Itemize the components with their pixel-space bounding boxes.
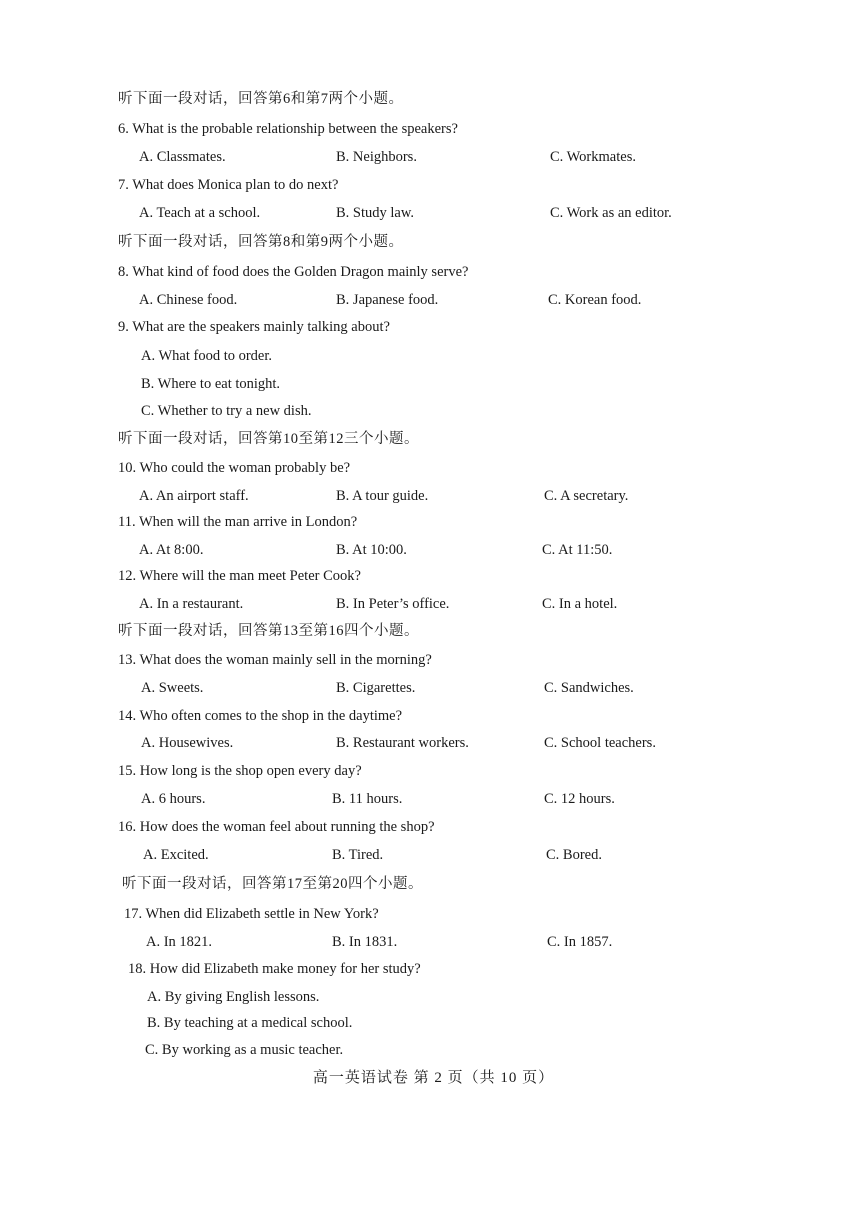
option-a: A. Chinese food. <box>139 292 238 308</box>
options-17 <box>0 930 867 954</box>
option-18b: B. By teaching at a medical school. <box>147 1015 353 1031</box>
option-18a: A. By giving English lessons. <box>147 989 320 1005</box>
option-18c: C. By working as a music teacher. <box>145 1042 344 1058</box>
option-c: C. Bored. <box>546 847 602 863</box>
options-15 <box>0 787 867 811</box>
question-12: 12. Where will the man meet Peter Cook? <box>118 568 361 584</box>
question-8: 8. What kind of food does the Golden Dragon mainly serve? <box>118 264 469 280</box>
question-13: 13. What does the woman mainly sell in the morning? <box>118 652 432 668</box>
question-9: 9. What are the speakers mainly talking about? <box>118 319 390 335</box>
option-c: C. A secretary. <box>544 488 629 504</box>
options-16 <box>0 843 867 867</box>
question-14: 14. Who often comes to the shop in the daytime? <box>118 708 403 724</box>
question-17: 17. When did Elizabeth settle in New York? <box>124 906 379 922</box>
option-b: B. Japanese food. <box>336 292 439 308</box>
option-a: A. 6 hours. <box>141 791 206 807</box>
option-b: B. Neighbors. <box>336 149 417 165</box>
question-7: 7. What does Monica plan to do next? <box>118 177 339 193</box>
page-footer: 高一英语试卷 第 2 页（共 10 页） <box>312 1070 555 1086</box>
question-15: 15. How long is the shop open every day? <box>118 763 362 779</box>
question-16: 16. How does the woman feel about running the shop? <box>118 819 435 835</box>
option-c: C. In 1857. <box>547 934 613 950</box>
option-9a: A. What food to order. <box>141 348 273 364</box>
option-c: C. School teachers. <box>544 735 656 751</box>
question-10: 10. Who could the woman probably be? <box>118 460 351 476</box>
question-6: 6. What is the probable relationship between the speakers? <box>118 121 458 137</box>
option-b: B. In Peter’s office. <box>336 596 450 612</box>
option-a: A. In 1821. <box>146 934 213 950</box>
options-10 <box>0 484 867 508</box>
options-12 <box>0 592 867 616</box>
option-9b: B. Where to eat tonight. <box>141 376 281 392</box>
option-c: C. 12 hours. <box>544 791 615 807</box>
options-14 <box>0 731 867 755</box>
option-a: A. Teach at a school. <box>139 205 261 221</box>
option-a: A. In a restaurant. <box>139 596 244 612</box>
options-7 <box>0 201 867 225</box>
section-header: 听下面一段对话，回答第17至第20四个小题。 <box>122 876 423 892</box>
option-c: C. In a hotel. <box>542 596 618 612</box>
options-6 <box>0 145 867 169</box>
option-a: A. An airport staff. <box>139 488 249 504</box>
option-a: A. At 8:00. <box>139 542 204 558</box>
option-b: B. Tired. <box>332 847 384 863</box>
option-b: B. Cigarettes. <box>336 680 416 696</box>
option-9c: C. Whether to try a new dish. <box>141 403 312 419</box>
option-b: B. At 10:00. <box>336 542 407 558</box>
options-8 <box>0 288 867 312</box>
option-b: B. Study law. <box>336 205 415 221</box>
section-header: 听下面一段对话，回答第10至第12三个小题。 <box>118 431 419 447</box>
option-b: B. 11 hours. <box>332 791 403 807</box>
option-a: A. Classmates. <box>139 149 226 165</box>
option-b: B. In 1831. <box>332 934 398 950</box>
section-header: 听下面一段对话，回答第13至第16四个小题。 <box>118 623 419 639</box>
options-13 <box>0 676 867 700</box>
options-11 <box>0 538 867 562</box>
section-header: 听下面一段对话，回答第6和第7两个小题。 <box>118 91 404 107</box>
option-a: A. Excited. <box>143 847 209 863</box>
option-b: B. A tour guide. <box>336 488 429 504</box>
option-c: C. Korean food. <box>548 292 642 308</box>
question-11: 11. When will the man arrive in London? <box>118 514 358 530</box>
section-header: 听下面一段对话，回答第8和第9两个小题。 <box>118 234 404 250</box>
option-c: C. Sandwiches. <box>544 680 634 696</box>
question-18: 18. How did Elizabeth make money for her study? <box>128 961 421 977</box>
option-a: A. Housewives. <box>141 735 234 751</box>
option-c: C. Workmates. <box>550 149 636 165</box>
option-b: B. Restaurant workers. <box>336 735 469 751</box>
option-a: A. Sweets. <box>141 680 204 696</box>
option-c: C. Work as an editor. <box>550 205 672 221</box>
option-c: C. At 11:50. <box>542 542 613 558</box>
